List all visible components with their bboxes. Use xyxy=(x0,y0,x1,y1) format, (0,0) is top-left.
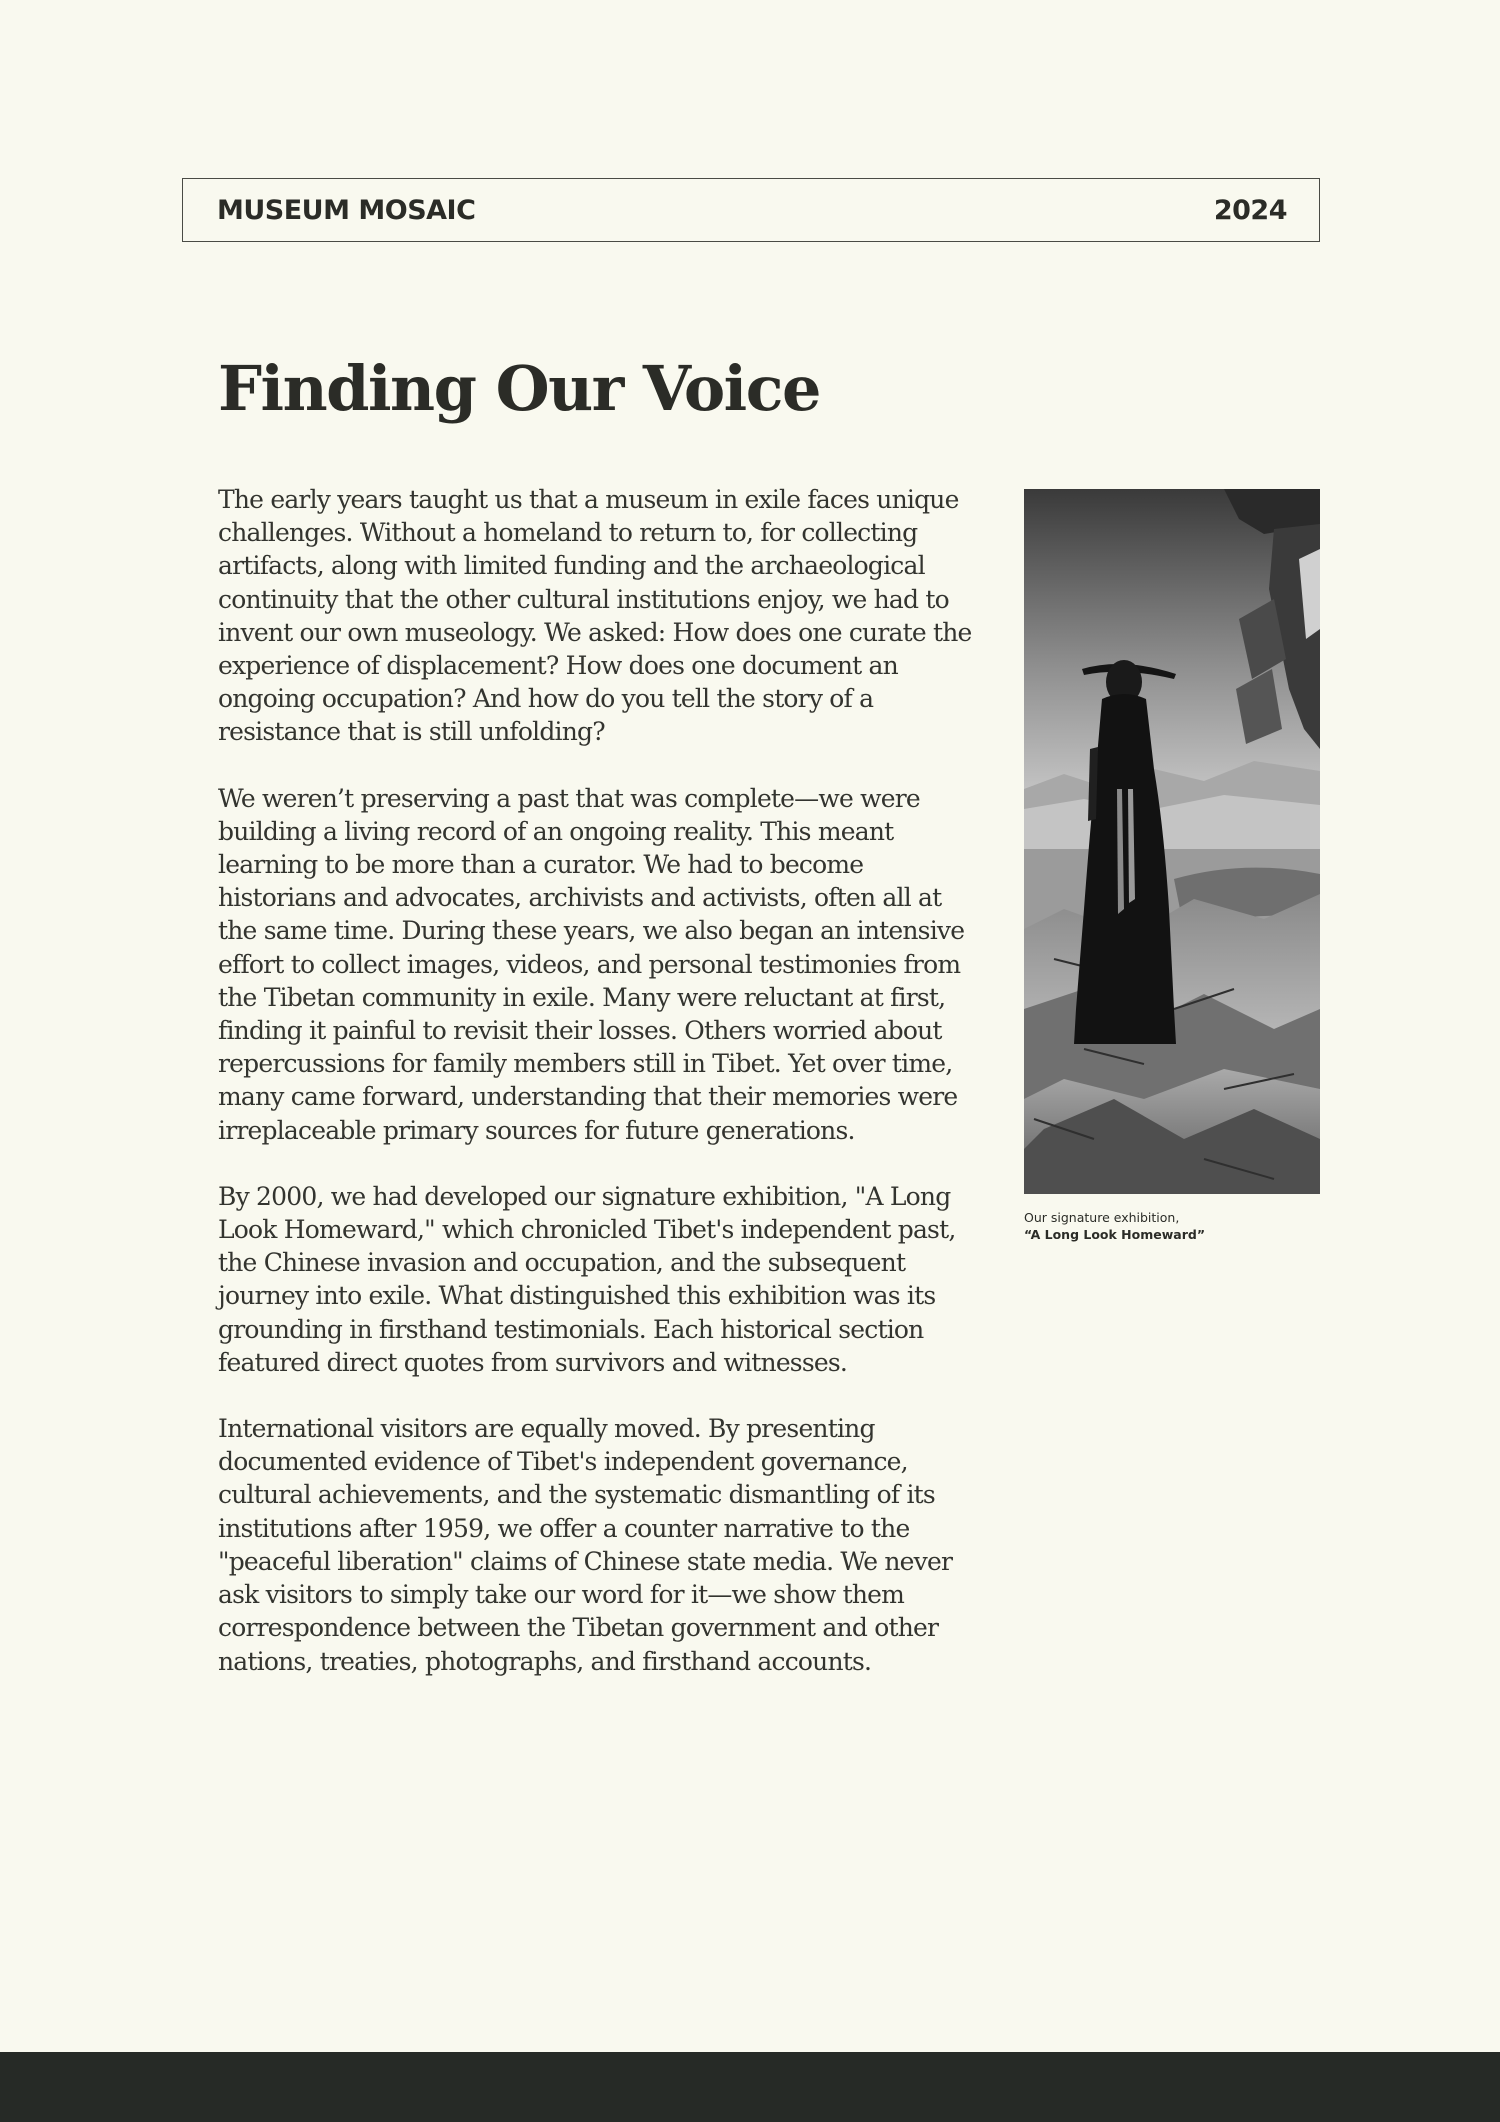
publication-year: 2024 xyxy=(1213,194,1287,226)
photo-caption xyxy=(1024,1209,1205,1243)
article-body xyxy=(218,483,978,1711)
footer-bar xyxy=(0,2052,1500,2122)
paragraph: We weren’t preserving a past that was complete—we were building a living record of an ongoing reality. This meant learning to be more than a curator. We had to become historians and advocates, archivists and activists, often all at the same time. During these years, we also began an intensive effort to collect images, videos, and personal testimonies from the Tibetan community in exile. Many were reluctant at first, finding it painful to revisit their losses. Others worried about repercussions for family members still in Tibet. Yet over time, many came forward, understanding that their memories were irreplaceable primary sources for future generations. xyxy=(218,783,965,1145)
masthead xyxy=(182,178,1320,242)
publication-name: MUSEUM MOSAIC xyxy=(217,194,476,226)
article-title: Finding Our Voice xyxy=(218,352,820,425)
caption-line: Our signature exhibition, xyxy=(1024,1210,1180,1225)
paragraph: The early years taught us that a museum in exile faces unique challenges. Without a homeland to return to, for collecting artifacts, along with limited funding and the archaeological continuity that the other cultural institutions enjoy, we had to invent our own museology. We asked: How does one curate the experience of displacement? How does one document an ongoing occupation? And how do you tell the story of a resistance that is still unfolding? xyxy=(218,485,972,747)
paragraph: By 2000, we had developed our signature exhibition, "A Long Look Homeward," which chronicled Tibet's independent past, the Chinese invasion and occupation, and the subsequent journey into exile. What distinguished this exhibition was its grounding in firsthand testimonials. Each historical section featured direct quotes from survivors and witnesses. xyxy=(218,1181,956,1377)
caption-exhibition-title: “A Long Look Homeward” xyxy=(1024,1227,1206,1242)
paragraph: International visitors are equally moved. By presenting documented evidence of Tibet's independent governance, cultural achievements, and the systematic dismantling of its institutions after 1959, we offer a counter narrative to the "peaceful liberation" claims of Chinese state media. We never ask visitors to simply take our word for it—we show them correspondence between the Tibetan government and other nations, treaties, photographs, and firsthand accounts. xyxy=(218,1414,953,1676)
exhibition-photo xyxy=(1024,489,1320,1194)
